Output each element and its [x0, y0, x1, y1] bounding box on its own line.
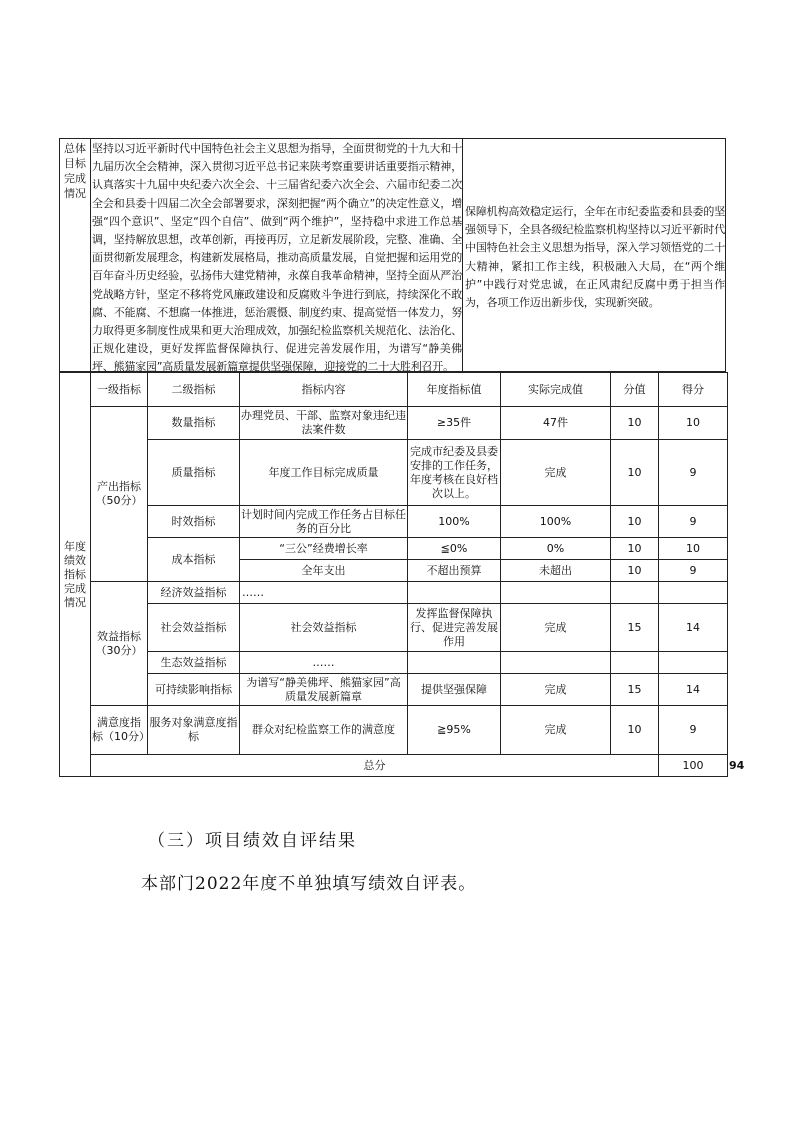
overall-goal-text: 坚持以习近平新时代中国特色社会主义思想为指导，全面贯彻党的十九大和十九届历次全会精神，深入贯彻习近平总书记来陕考察重要讲话重要指示精神，认真落实十九届中央纪委六次全会、十三届省纪委六次全会、六届市纪委二次全会和县委十四届二次全会部署要求，深刻把握“两个确立”的决定性意义，增强“四个意识”、坚定“四个自信”、做到“两个维护”，坚持稳中求进工作总基调，坚持解放思想，改革创新，再接再厉，立足新发展阶段，完整、准确、全面贯彻新发展理念，构建新发展格局，推动高质量发展，自觉把握和运用党的百年奋斗历史经验，弘扬伟大建党精神，永葆自我革命精神，坚持全面从严治党战略方针，坚定不移将党风廉政建设和反腐败斗争进行到底，持续深化不敢腐、不能腐、不想腐一体推进，惩治震慑、制度约束、提高觉悟一体发力，努力取得更多制度性成果和更大治理成效，加强纪检监察机关规范化、法治化、正规化建设，更好发挥监督保障执行、促进完善发展作用，为谱写“静美佛坪、熊猫家园”高质量发展新篇章提供坚强保障，迎接党的二十大胜利召开。 [92, 142, 462, 374]
indicator-score: 14 [659, 604, 728, 652]
header-cell: 二级指标 [148, 373, 240, 407]
indicator-content: 社会效益指标 [240, 604, 408, 652]
indicator-name: 经济效益指标 [148, 582, 240, 604]
indicator-actual: 完成 [501, 706, 611, 755]
performance-table [59, 372, 745, 777]
indicator-content: 为谱写“静美佛坪、熊猫家园”高质量发展新篇章 [240, 674, 408, 706]
indicator-content: 计划时间内完成工作任务占目标任务的百分比 [240, 506, 408, 538]
indicator-score: 10 [659, 538, 728, 560]
total-row: 总分 100 94 [60, 755, 728, 777]
indicator-score-value: 10 [611, 706, 659, 755]
indicator-target: ≦0% [408, 538, 501, 560]
overall-goal-summary: 保障机构高效稳定运行，全年在市纪委监委和县委的坚强领导下，全县各级纪检监察机构坚持以习近平新时代中国特色社会主义思想为指导，深入学习领悟党的二十大精神，紧扣工作主线，积极融入大局，在“两个维护”中践行对党忠诚，在正风肃纪反腐中勇于担当作为，各项工作迈出新步伐，实现新突破。 [465, 205, 725, 310]
indicator-score: 9 [659, 506, 728, 538]
indicator-content: …… [240, 582, 408, 604]
table-row [60, 407, 728, 440]
benefit-indicator-label: 效益指标（30分） [91, 582, 148, 706]
indicator-actual: 未超出 [501, 560, 611, 582]
overall-goal-label: 总体目标完成情况 [64, 142, 86, 200]
indicator-score-value: 10 [611, 440, 659, 506]
indicator-name: 数量指标 [148, 407, 240, 440]
indicator-target: ≧95% [408, 706, 501, 755]
indicator-name: 服务对象满意度指标 [148, 706, 240, 755]
total-label: 总分 [91, 755, 659, 777]
indicator-name: 生态效益指标 [148, 652, 240, 674]
annual-label: 年度绩效指标完成情况 [60, 373, 91, 777]
indicator-name: 社会效益指标 [148, 604, 240, 652]
output-indicator-label: 产出指标（50分） [91, 407, 148, 582]
section-heading: （三）项目绩效自评结果 [148, 831, 357, 851]
indicator-name: 质量指标 [148, 440, 240, 506]
indicator-actual: 完成 [501, 440, 611, 506]
table-row [60, 582, 728, 604]
indicator-score-value: 15 [611, 674, 659, 706]
indicator-name: 时效指标 [148, 506, 240, 538]
indicator-score: 9 [659, 440, 728, 506]
indicator-score-value: 10 [611, 407, 659, 440]
table-row [60, 506, 728, 538]
overall-goal-section [59, 138, 726, 372]
indicator-content: “三公”经费增长率 [240, 538, 408, 560]
satisfaction-indicator-label: 满意度指标（10分） [91, 706, 148, 755]
indicator-content: 全年支出 [240, 560, 408, 582]
indicator-content: 年度工作目标完成质量 [240, 440, 408, 506]
indicator-actual: 0% [501, 538, 611, 560]
indicator-score: 9 [659, 560, 728, 582]
indicator-score-value: 10 [611, 506, 659, 538]
indicator-target: ≥35件 [408, 407, 501, 440]
indicator-name: 可持续影响指标 [148, 674, 240, 706]
indicator-content: 群众对纪检监察工作的满意度 [240, 706, 408, 755]
table-row [60, 604, 728, 652]
indicator-target: 不超出预算 [408, 560, 501, 582]
table-row [60, 652, 728, 674]
header-cell: 年度指标值 [408, 373, 501, 407]
indicator-name: 成本指标 [148, 538, 240, 582]
indicator-score: 9 [659, 706, 728, 755]
indicator-target: 发挥监督保障执行、促进完善发展作用 [408, 604, 501, 652]
indicator-content: 办理党员、干部、监察对象违纪违法案件数 [240, 407, 408, 440]
total-score-value: 100 [659, 755, 728, 777]
indicator-target: 100% [408, 506, 501, 538]
indicator-content: …… [240, 652, 408, 674]
header-cell: 一级指标 [91, 373, 148, 407]
indicator-actual: 完成 [501, 604, 611, 652]
indicator-score-value: 10 [611, 538, 659, 560]
table-row [60, 440, 728, 506]
table-header-row [60, 373, 728, 407]
indicator-actual: 完成 [501, 674, 611, 706]
indicator-actual: 47件 [501, 407, 611, 440]
table-row [60, 706, 728, 755]
indicator-actual: 100% [501, 506, 611, 538]
indicator-target: 完成市纪委及县委安排的工作任务，年度考核在良好档次以上。 [408, 440, 501, 506]
section-body-text: 本部门2022年度不单独填写绩效自评表。 [141, 874, 477, 894]
indicator-score: 14 [659, 674, 728, 706]
indicator-target: 提供坚强保障 [408, 674, 501, 706]
indicator-score: 10 [659, 407, 728, 440]
table-row [60, 674, 728, 706]
header-cell: 实际完成值 [501, 373, 611, 407]
header-cell: 指标内容 [240, 373, 408, 407]
header-cell: 分值 [611, 373, 659, 407]
indicator-score-value: 15 [611, 604, 659, 652]
table-row [60, 538, 728, 560]
indicator-score-value: 10 [611, 560, 659, 582]
header-cell: 得分 [659, 373, 728, 407]
